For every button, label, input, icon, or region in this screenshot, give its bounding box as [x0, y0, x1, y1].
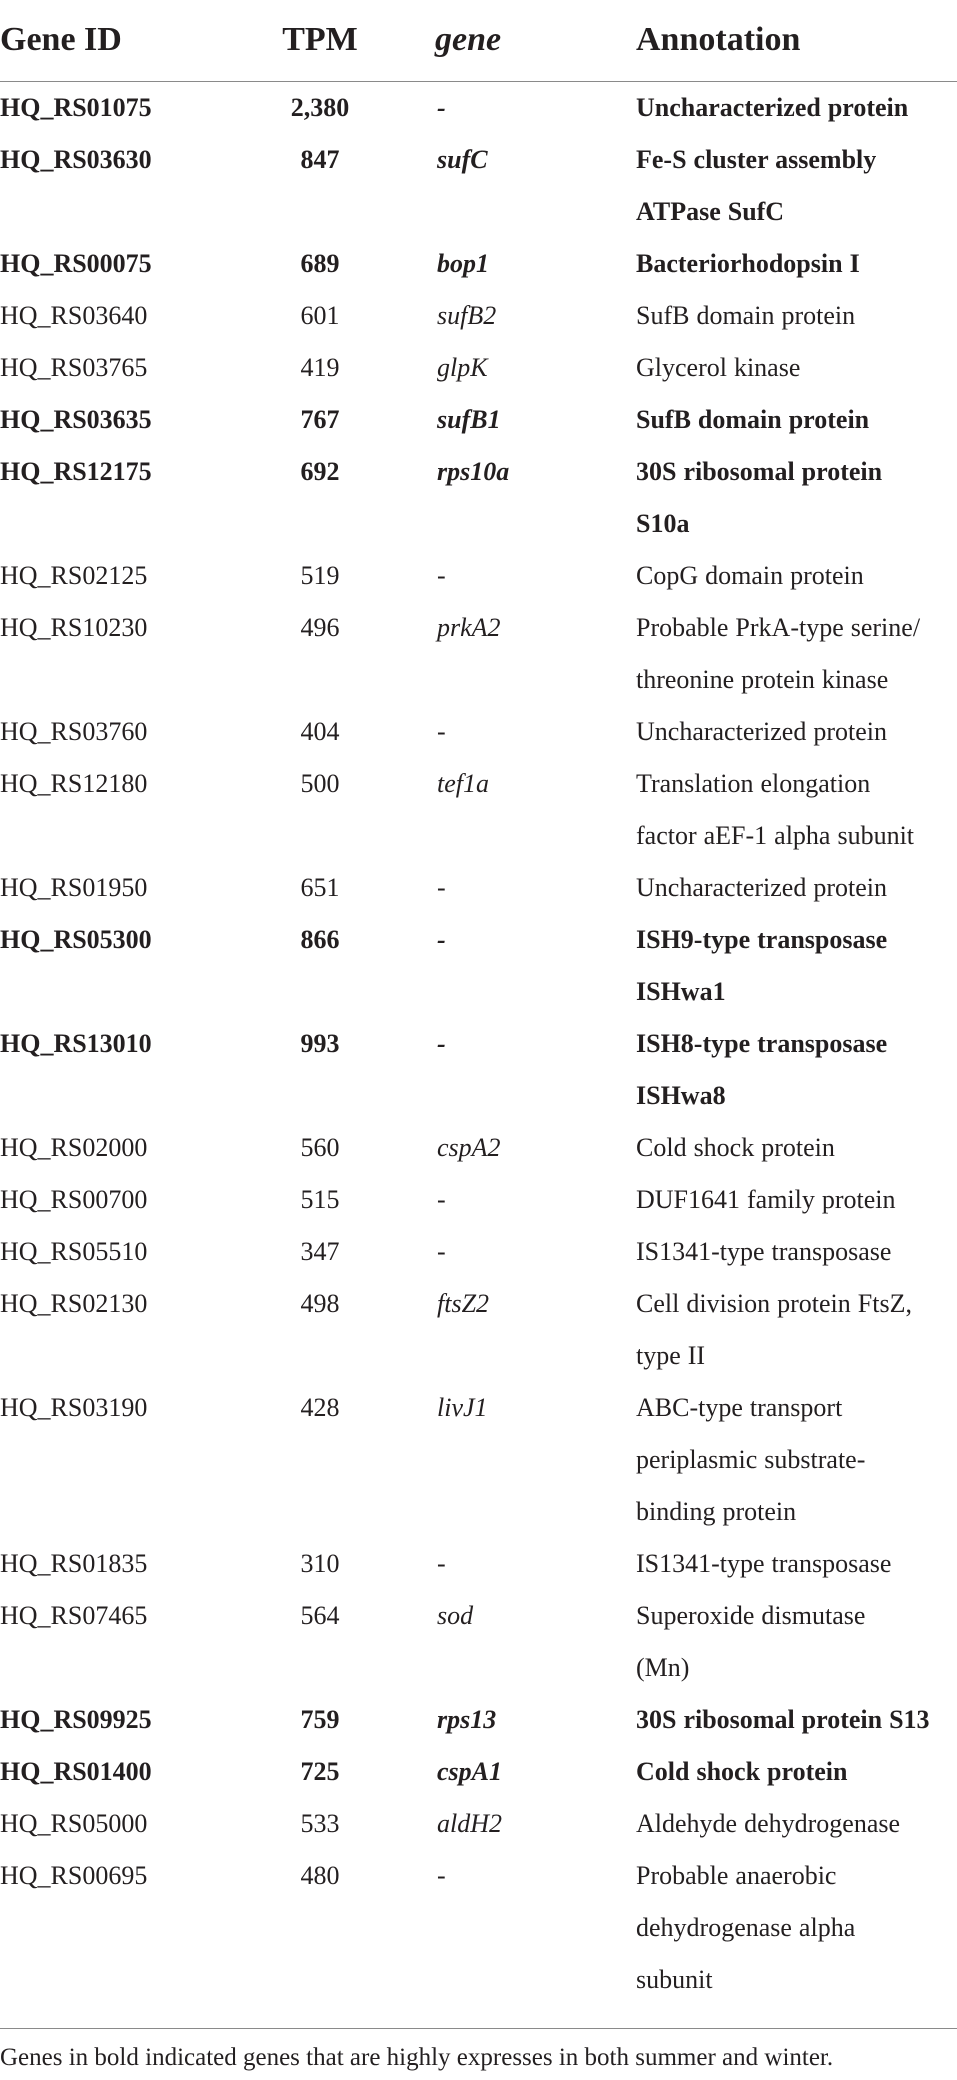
annotation-line: ISHwa1 [636, 977, 726, 1006]
cell-gene: - [437, 1861, 446, 1890]
cell-annotation [636, 1226, 957, 1278]
cell-tpm: 496 [300, 613, 340, 642]
cell-gene: - [437, 1029, 446, 1058]
cell-gene-id: HQ_RS01835 [0, 1549, 148, 1578]
table-row [0, 1746, 957, 1798]
annotation-line: S10a [636, 509, 690, 538]
table-row [0, 1538, 957, 1590]
cell-tpm: 2,380 [290, 93, 350, 122]
cell-gene-id: HQ_RS03760 [0, 717, 148, 746]
annotation-line: SufB domain protein [636, 405, 870, 434]
cell-gene: - [437, 93, 446, 122]
cell-tpm: 759 [300, 1705, 340, 1734]
cell-gene-id: HQ_RS03640 [0, 301, 148, 330]
cell-gene-id: HQ_RS01075 [0, 93, 152, 122]
cell-tpm: 993 [300, 1029, 340, 1058]
table-row [0, 1174, 957, 1226]
header-tpm: TPM [282, 21, 358, 58]
annotation-line: 30S ribosomal protein [636, 457, 883, 486]
table-row [0, 758, 957, 862]
annotation-line: CopG domain protein [636, 561, 864, 590]
cell-gene: - [437, 873, 446, 902]
cell-tpm: 601 [300, 301, 340, 330]
annotation-line: dehydrogenase alpha [636, 1913, 856, 1942]
annotation-line: ISH9-type transposase [636, 925, 888, 954]
table-row [0, 706, 957, 758]
cell-annotation [636, 1538, 957, 1590]
table-row [0, 394, 957, 446]
cell-annotation [636, 862, 957, 914]
cell-annotation [636, 1746, 957, 1798]
table-row [0, 1278, 957, 1382]
table-row [0, 290, 957, 342]
annotation-line: ISH8-type transposase [636, 1029, 888, 1058]
annotation-line: SufB domain protein [636, 301, 856, 330]
cell-gene: cspA1 [437, 1757, 502, 1786]
cell-gene: livJ1 [437, 1393, 488, 1422]
header-gene: gene [435, 21, 502, 58]
footer-divider [0, 2028, 957, 2029]
annotation-line: Uncharacterized protein [636, 717, 887, 746]
cell-tpm: 310 [300, 1549, 340, 1578]
cell-annotation [636, 342, 957, 394]
table-row [0, 238, 957, 290]
annotation-line: Cold shock protein [636, 1757, 848, 1786]
table-row [0, 1226, 957, 1278]
cell-tpm: 692 [300, 457, 340, 486]
cell-annotation [636, 1590, 957, 1694]
cell-tpm: 651 [300, 873, 340, 902]
cell-gene: - [437, 561, 446, 590]
cell-gene-id: HQ_RS01400 [0, 1757, 152, 1786]
table-body [0, 82, 957, 2006]
cell-gene-id: HQ_RS00695 [0, 1861, 148, 1890]
cell-annotation [636, 914, 957, 1018]
annotation-line: IS1341-type transposase [636, 1237, 892, 1266]
header-gene-id: Gene ID [0, 21, 122, 58]
cell-tpm: 498 [300, 1289, 340, 1318]
annotation-line: (Mn) [636, 1653, 690, 1682]
table-row [0, 602, 957, 706]
cell-tpm: 519 [300, 561, 340, 590]
annotation-line: Uncharacterized protein [636, 873, 887, 902]
cell-gene-id: HQ_RS03630 [0, 145, 152, 174]
annotation-line: Translation elongation [636, 769, 871, 798]
annotation-line: Aldehyde dehydrogenase [636, 1809, 901, 1838]
cell-tpm: 419 [300, 353, 340, 382]
table-row [0, 1122, 957, 1174]
table-footnote: Genes in bold indicated genes that are highly expresses in both summer and winter. [0, 2044, 834, 2071]
cell-tpm: 515 [300, 1185, 340, 1214]
annotation-line: DUF1641 family protein [636, 1185, 896, 1214]
cell-tpm: 428 [300, 1393, 340, 1422]
cell-gene-id: HQ_RS02130 [0, 1289, 148, 1318]
annotation-line: 30S ribosomal protein S13 [636, 1705, 930, 1734]
cell-gene: - [437, 925, 446, 954]
cell-gene-id: HQ_RS03635 [0, 405, 152, 434]
cell-gene: - [437, 1549, 446, 1578]
table-row [0, 862, 957, 914]
table-row [0, 342, 957, 394]
header-annotation: Annotation [636, 21, 801, 58]
annotation-line: Cold shock protein [636, 1133, 835, 1162]
cell-gene: - [437, 717, 446, 746]
cell-gene: - [437, 1185, 446, 1214]
cell-gene: bop1 [437, 249, 489, 278]
annotation-line: Cell division protein FtsZ, [636, 1289, 912, 1318]
annotation-line: ISHwa8 [636, 1081, 726, 1110]
annotation-line: Superoxide dismutase [636, 1601, 866, 1630]
annotation-line: subunit [636, 1965, 713, 1994]
cell-tpm: 347 [300, 1237, 340, 1266]
cell-annotation [636, 290, 957, 342]
cell-annotation [636, 1174, 957, 1226]
cell-gene: cspA2 [437, 1133, 501, 1162]
cell-gene: sufB1 [437, 405, 501, 434]
cell-gene: aldH2 [437, 1809, 502, 1838]
table-row [0, 1590, 957, 1694]
cell-tpm: 404 [300, 717, 340, 746]
cell-gene: tef1a [437, 769, 489, 798]
cell-annotation [636, 1798, 957, 1850]
cell-annotation [636, 1694, 957, 1746]
cell-annotation [636, 550, 957, 602]
cell-tpm: 866 [300, 925, 340, 954]
table-row [0, 1850, 957, 2006]
cell-gene-id: HQ_RS13010 [0, 1029, 152, 1058]
cell-gene-id: HQ_RS02125 [0, 561, 148, 590]
cell-tpm: 533 [300, 1809, 340, 1838]
cell-gene: ftsZ2 [437, 1289, 490, 1318]
cell-annotation [636, 238, 957, 290]
cell-annotation [636, 706, 957, 758]
cell-gene-id: HQ_RS12180 [0, 769, 148, 798]
cell-annotation [636, 134, 957, 238]
cell-gene: prkA2 [437, 613, 501, 642]
cell-annotation [636, 82, 957, 134]
annotation-line: type II [636, 1341, 706, 1370]
cell-gene: sufB2 [437, 301, 497, 330]
cell-gene-id: HQ_RS12175 [0, 457, 152, 486]
annotation-line: Probable anaerobic [636, 1861, 837, 1890]
cell-gene: glpK [437, 353, 488, 382]
cell-gene: sod [437, 1601, 474, 1630]
cell-gene-id: HQ_RS02000 [0, 1133, 148, 1162]
cell-annotation [636, 602, 957, 706]
annotation-line: Glycerol kinase [636, 353, 801, 382]
cell-gene-id: HQ_RS10230 [0, 613, 148, 642]
annotation-line: periplasmic substrate- [636, 1445, 866, 1474]
cell-annotation [636, 394, 957, 446]
cell-tpm: 725 [300, 1757, 340, 1786]
table-row [0, 914, 957, 1018]
annotation-line: factor aEF-1 alpha subunit [636, 821, 915, 850]
table-row [0, 1694, 957, 1746]
table-row [0, 82, 957, 134]
cell-annotation [636, 1850, 957, 2006]
cell-tpm: 689 [300, 249, 340, 278]
cell-gene-id: HQ_RS05000 [0, 1809, 148, 1838]
cell-gene-id: HQ_RS03765 [0, 353, 148, 382]
cell-tpm: 560 [300, 1133, 340, 1162]
table-row [0, 550, 957, 602]
cell-tpm: 767 [300, 405, 340, 434]
cell-gene-id: HQ_RS05510 [0, 1237, 148, 1266]
cell-annotation [636, 1278, 957, 1382]
cell-gene: rps13 [437, 1705, 497, 1734]
cell-gene: sufC [437, 145, 488, 174]
table-row [0, 1018, 957, 1122]
cell-gene-id: HQ_RS00075 [0, 249, 152, 278]
annotation-line: ATPase SufC [636, 197, 785, 226]
cell-gene-id: HQ_RS07465 [0, 1601, 148, 1630]
cell-gene-id: HQ_RS03190 [0, 1393, 148, 1422]
cell-tpm: 564 [300, 1601, 340, 1630]
annotation-line: ABC-type transport [636, 1393, 843, 1422]
table-row [0, 1798, 957, 1850]
cell-tpm: 847 [300, 145, 340, 174]
cell-annotation [636, 758, 957, 862]
annotation-line: Bacteriorhodopsin I [636, 249, 860, 278]
annotation-line: Probable PrkA-type serine/ [636, 613, 921, 642]
annotation-line: IS1341-type transposase [636, 1549, 892, 1578]
annotation-line: Uncharacterized protein [636, 93, 909, 122]
cell-gene-id: HQ_RS00700 [0, 1185, 148, 1214]
annotation-line: binding protein [636, 1497, 797, 1526]
cell-annotation [636, 1122, 957, 1174]
table-row [0, 446, 957, 550]
annotation-line: threonine protein kinase [636, 665, 889, 694]
cell-annotation [636, 446, 957, 550]
annotation-line: Fe-S cluster assembly [636, 145, 877, 174]
cell-gene-id: HQ_RS09925 [0, 1705, 152, 1734]
cell-gene-id: HQ_RS05300 [0, 925, 152, 954]
cell-tpm: 480 [300, 1861, 340, 1890]
cell-annotation [636, 1382, 957, 1538]
table-row [0, 134, 957, 238]
cell-gene-id: HQ_RS01950 [0, 873, 148, 902]
cell-gene: rps10a [437, 457, 510, 486]
table-row [0, 1382, 957, 1538]
table-header [0, 0, 957, 82]
cell-annotation [636, 1018, 957, 1122]
cell-gene: - [437, 1237, 446, 1266]
cell-tpm: 500 [300, 769, 340, 798]
